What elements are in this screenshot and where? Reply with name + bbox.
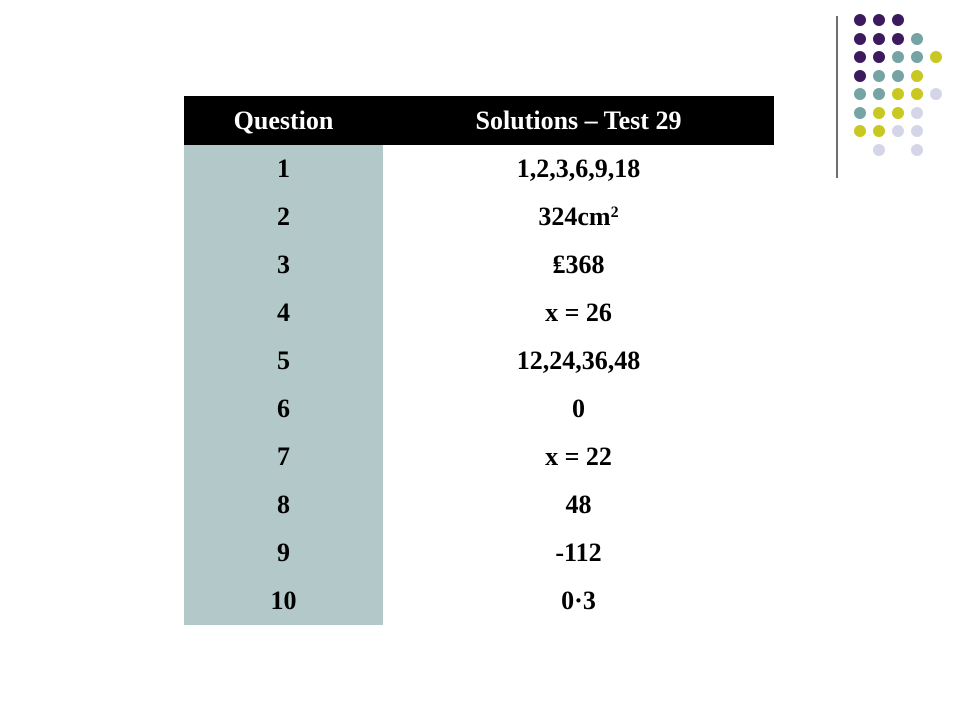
solution-cell [383,337,774,385]
solution-text: -112 [555,538,602,567]
question-number: 8 [184,481,383,529]
table-row [184,193,774,241]
decorative-dot [911,125,923,137]
decorative-dot [873,107,885,119]
decorative-dot [892,70,904,82]
decorative-dot [873,125,885,137]
decorative-dot [911,70,923,82]
question-number: 4 [184,289,383,337]
solution-cell [383,241,774,289]
header-question: Question [233,105,334,135]
table-row [184,289,774,337]
decorative-dot [854,88,866,100]
solution-superscript: 2 [610,204,619,221]
solution-text: 1,2,3,6,9,18 [516,154,641,183]
table-header-row [184,96,774,145]
solution-cell [383,193,774,241]
decorative-dot [892,33,904,45]
decorative-dot [854,51,866,63]
question-number: 10 [184,577,383,625]
decorative-dot [873,70,885,82]
decorative-dot-grid [854,14,944,154]
decorative-dot [873,14,885,26]
decorative-dot [854,125,866,137]
table-row [184,145,774,193]
decorative-dot [873,33,885,45]
decorative-dot [873,51,885,63]
solution-cell [383,481,774,529]
solution-cell [383,145,774,193]
table-row [184,385,774,433]
decorative-dot [911,51,923,63]
decorative-dot [892,51,904,63]
decorative-dot [873,144,885,156]
table-row [184,241,774,289]
decorative-dot [911,107,923,119]
decorative-dot [892,125,904,137]
solution-text: x = 22 [545,442,612,471]
solutions-table [184,96,774,625]
solution-text: x = 26 [545,298,612,327]
question-number: 1 [184,145,383,193]
question-number: 6 [184,385,383,433]
question-number: 3 [184,241,383,289]
decorative-dot [930,51,942,63]
decorative-dot [911,33,923,45]
decorative-dot [892,14,904,26]
solution-cell [383,577,774,625]
question-number: 5 [184,337,383,385]
table-row [184,337,774,385]
decorative-divider [836,16,838,178]
solution-text: ₤368 [552,250,605,279]
decorative-dot [854,70,866,82]
decorative-dot [854,107,866,119]
solution-text: 324cm [538,202,611,231]
table-row [184,481,774,529]
solution-cell [383,289,774,337]
solution-text: 12,24,36,48 [516,346,641,375]
table-body [184,145,774,625]
table-row [184,433,774,481]
solution-cell [383,433,774,481]
solution-cell [383,385,774,433]
decorative-dot [892,107,904,119]
decorative-dot [892,88,904,100]
table-row [184,529,774,577]
question-number: 9 [184,529,383,577]
question-number: 2 [184,193,383,241]
decorative-dot [854,14,866,26]
decorative-dot [911,88,923,100]
solution-text: 0 [572,394,585,423]
decorative-dot [873,88,885,100]
decorative-dot [911,144,923,156]
question-number: 7 [184,433,383,481]
solution-cell [383,529,774,577]
decorative-dot [930,88,942,100]
header-solutions: Solutions – Test 29 [475,105,682,135]
solution-text: 48 [565,490,592,519]
solution-text: 0·3 [561,586,596,615]
decorative-dot [854,33,866,45]
table-row [184,577,774,625]
